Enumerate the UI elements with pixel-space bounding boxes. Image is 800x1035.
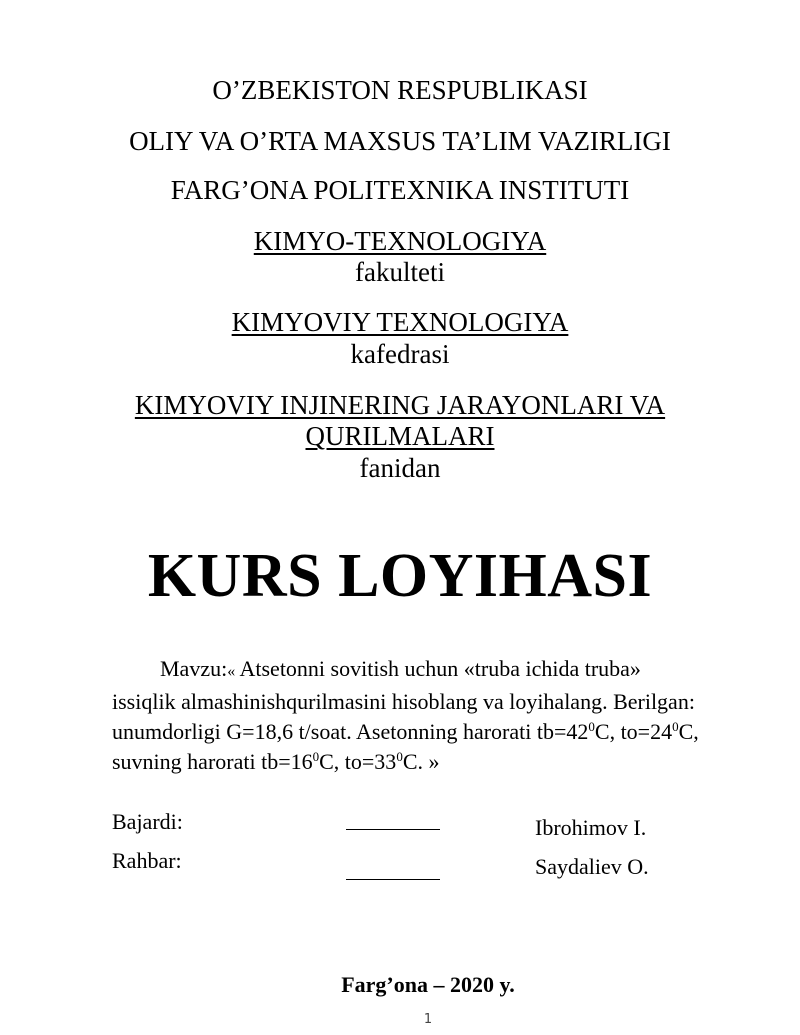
performed-signature-line	[346, 829, 440, 830]
ministry-line: OLIY VA O’RTA MAXSUS TA’LIM VAZIRLIGI	[129, 126, 671, 156]
topic-paragraph	[112, 654, 752, 777]
supervisor-name: Saydaliev O.	[535, 854, 649, 879]
subject-line-2	[0, 420, 800, 452]
subject-line-1	[0, 389, 800, 421]
topic-line-3-a: unumdorligi G=18,6 t/soat. Asetonning harorati tb=42	[112, 719, 589, 744]
topic-line-1	[112, 654, 752, 687]
topic-line-4-b: C, to=33	[319, 749, 397, 774]
subject-word: fanidan	[359, 453, 441, 483]
department-name	[0, 306, 800, 338]
performed-name: Ibrohimov I.	[535, 815, 647, 840]
department-name-text: KIMYOVIY TEXNOLOGIYA	[231, 307, 569, 337]
degree-sup: 0	[396, 749, 403, 764]
faculty-name	[0, 225, 800, 257]
document-title: KURS LOYIHASI	[147, 542, 653, 610]
degree-sup: 0	[672, 719, 679, 734]
topic-open-quote: «	[227, 663, 236, 680]
faculty-name-text: KIMYO-TEXNOLOGIYA	[253, 226, 547, 256]
subject-line-1-text: KIMYOVIY INJINERING JARAYONLARI VA	[134, 390, 666, 420]
topic-prefix: Mavzu:	[160, 656, 228, 681]
institute-line: FARG’ONA POLITEXNIKA INSTITUTI	[170, 175, 630, 205]
supervisor-signature-line	[346, 879, 440, 880]
city-year: Farg’ona – 2020 y.	[341, 972, 515, 997]
supervisor-label: Rahbar:	[112, 848, 182, 873]
department-word: kafedrasi	[350, 339, 450, 369]
topic-line-2: issiqlik almashinishqurilmasini hisoblang va loyihalang. Berilgan:	[112, 689, 695, 714]
topic-line-4-a: suvning harorati tb=16	[112, 749, 313, 774]
degree-sup: 0	[588, 719, 595, 734]
page-number: 1	[423, 1012, 433, 1027]
topic-line-1-text: Atsetonni sovitish uchun «truba ichida truba»	[235, 656, 641, 681]
subject-line-2-text: QURILMALARI	[305, 421, 495, 451]
topic-line-3	[112, 717, 752, 747]
performed-label: Bajardi:	[112, 809, 183, 834]
topic-line-4	[112, 747, 752, 777]
topic-line-4-c: C. »	[402, 749, 440, 774]
faculty-word: fakulteti	[355, 257, 445, 287]
degree-sup: 0	[312, 749, 320, 764]
topic-line-3-c: C,	[678, 719, 699, 744]
country-line: O’ZBEKISTON RESPUBLIKASI	[212, 75, 588, 105]
topic-line-3-b: C, to=24	[594, 719, 673, 744]
